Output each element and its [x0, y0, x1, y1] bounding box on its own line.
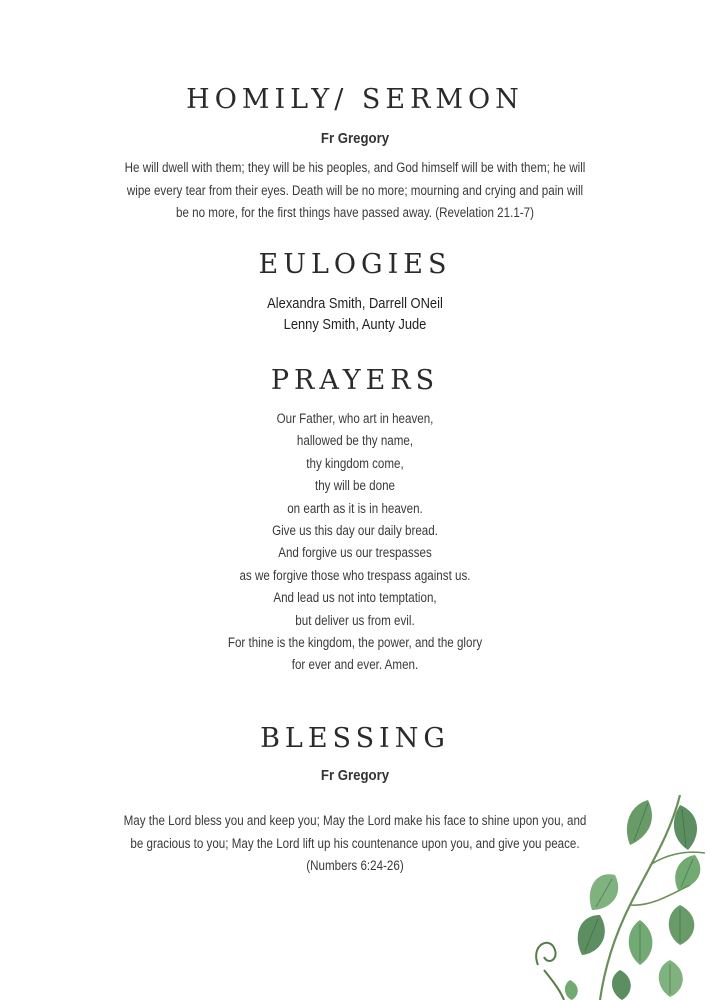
blessing-line: May the Lord bless you and keep you; May the Lord make his face to shine upon you, and [123, 813, 587, 828]
prayer-line: as we forgive those who trespass against us. [239, 567, 471, 583]
blessing-speaker: Fr Gregory [320, 767, 390, 784]
prayers-text [50, 408, 661, 677]
blessing-line: be gracious to you; May the Lord lift up his countenance upon you, and give you peace. [130, 835, 580, 851]
homily-heading: HOMILY/ SERMON [186, 84, 524, 115]
eulogy-speakers-line: Lenny Smith, Aunty Jude [283, 316, 427, 333]
homily-line: be no more, for the first things have passed away. (Revelation 21.1-7) [176, 205, 534, 220]
blessing-line: (Numbers 6:24-26) [306, 858, 404, 873]
prayer-line: Our Father, who art in heaven, [276, 411, 434, 426]
homily-text [50, 157, 661, 225]
homily-line: He will dwell with them; they will be his peoples, and God himself will be with them; he will [124, 160, 586, 175]
prayer-line: on earth as it is in heaven. [287, 500, 423, 516]
prayer-line: And forgive us our trespasses [278, 545, 432, 561]
prayer-line: thy will be done [314, 478, 396, 494]
prayer-line: hallowed be thy name, [296, 433, 414, 449]
prayer-line: but deliver us from evil. [295, 612, 415, 628]
eulogies-heading: EULOGIES [258, 249, 452, 280]
watercolor-leaves-icon [530, 795, 710, 1000]
prayer-line: thy kingdom come, [306, 455, 404, 471]
prayer-line: for ever and ever. Amen. [291, 657, 419, 673]
homily-speaker: Fr Gregory [320, 130, 390, 147]
homily-line: wipe every tear from their eyes. Death will be no more; mourning and crying and pain will [126, 182, 584, 198]
prayer-line: Give us this day our daily bread. [272, 523, 438, 539]
prayers-heading: PRAYERS [270, 365, 440, 396]
prayer-line: And lead us not into temptation, [273, 590, 437, 606]
prayer-line: For thine is the kingdom, the power, and the glory [227, 635, 483, 651]
eulogies-names [50, 293, 661, 335]
blessing-heading: BLESSING [260, 723, 450, 754]
eulogy-speakers-line: Alexandra Smith, Darrell ONeil [267, 295, 443, 312]
